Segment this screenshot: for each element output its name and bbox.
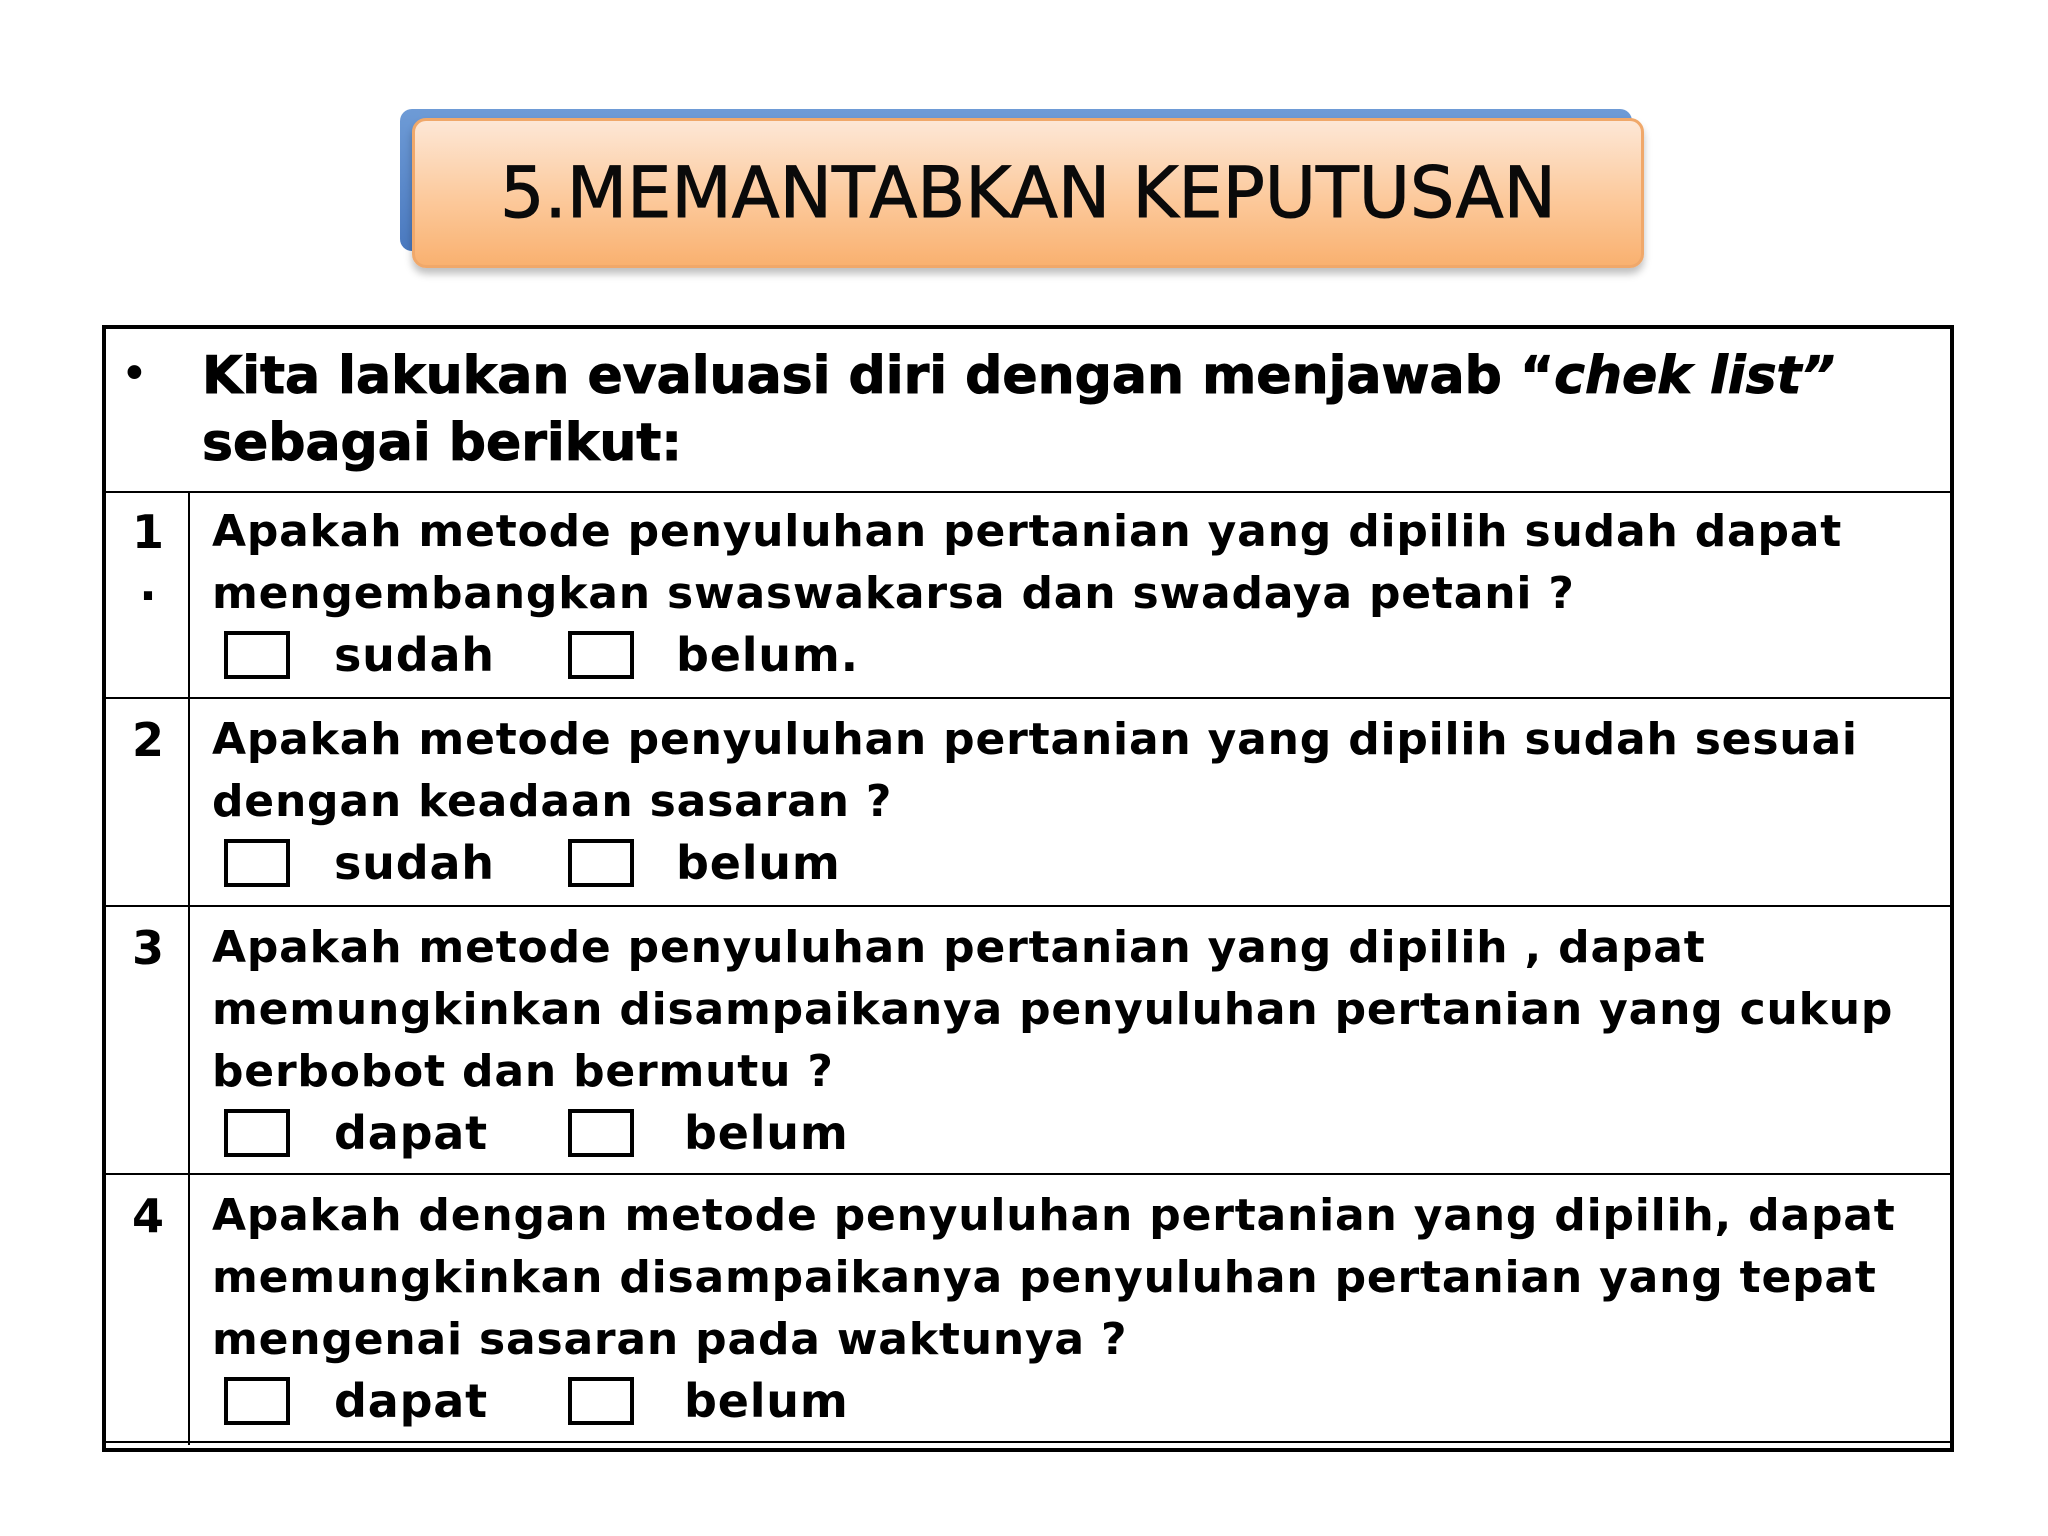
slide-title: 5.MEMANTABKAN KEPUTUSAN	[499, 152, 1556, 234]
question-row-3	[106, 907, 1950, 1175]
answer-options	[224, 1371, 1224, 1431]
question-number-cell	[106, 907, 190, 1173]
checkbox-option-b[interactable]	[568, 1377, 634, 1425]
option-a-label: dapat	[334, 1106, 488, 1160]
question-row-1	[106, 491, 1950, 699]
question-number-cell	[106, 1175, 190, 1445]
answer-options	[224, 625, 1224, 685]
option-a-label: dapat	[334, 1374, 488, 1428]
question-row-2	[106, 699, 1950, 907]
question-number-cell	[106, 699, 190, 905]
checkbox-option-a[interactable]	[224, 1109, 290, 1157]
option-a-label: sudah	[334, 836, 495, 890]
intro-row	[106, 329, 1950, 493]
checkbox-option-a[interactable]	[224, 631, 290, 679]
checkbox-option-b[interactable]	[568, 631, 634, 679]
intro-text-end: sebagai berikut:	[202, 413, 682, 473]
option-b-label: belum	[684, 1106, 849, 1160]
checklist-table	[102, 325, 1954, 1452]
question-number: 3	[131, 921, 164, 975]
question-number: 1	[131, 505, 164, 559]
answer-options	[224, 1103, 1224, 1163]
option-b-label: belum.	[676, 628, 859, 682]
question-row-4	[106, 1175, 1950, 1445]
intro-text-start: Kita lakukan evaluasi diri dengan menjawab “	[202, 346, 1555, 406]
checkbox-option-a[interactable]	[224, 1377, 290, 1425]
intro-text-emphasis: chek list”	[1554, 346, 1835, 406]
option-b-label: belum	[676, 836, 841, 890]
question-text: Apakah metode penyuluhan pertanian yang dipilih , dapat memungkinkan disampaikanya penyuluhan pertanian yang cukup berbobot dan bermutu ?	[212, 922, 1894, 1097]
title-banner	[412, 118, 1644, 268]
option-a-label: sudah	[334, 628, 495, 682]
question-number-dot: .	[139, 557, 157, 611]
option-b-label: belum	[684, 1374, 849, 1428]
question-number-cell	[106, 491, 190, 697]
question-text: Apakah dengan metode penyuluhan pertanian yang dipilih, dapat memungkinkan disampaikanya penyuluhan pertanian yang tepat mengenai sasaran pada waktunya ?	[212, 1190, 1896, 1365]
intro-text	[202, 343, 1942, 477]
question-text: Apakah metode penyuluhan pertanian yang dipilih sudah dapat mengembangkan swaswakarsa dan swadaya petani ?	[212, 506, 1843, 619]
checkbox-option-b[interactable]	[568, 1109, 634, 1157]
checkbox-option-b[interactable]	[568, 839, 634, 887]
question-text: Apakah metode penyuluhan pertanian yang dipilih sudah sesuai dengan keadaan sasaran ?	[212, 714, 1858, 827]
question-number: 2	[131, 713, 164, 767]
answer-options	[224, 833, 1224, 893]
question-number: 4	[131, 1189, 164, 1243]
checkbox-option-a[interactable]	[224, 839, 290, 887]
bullet-icon: •	[126, 346, 143, 399]
